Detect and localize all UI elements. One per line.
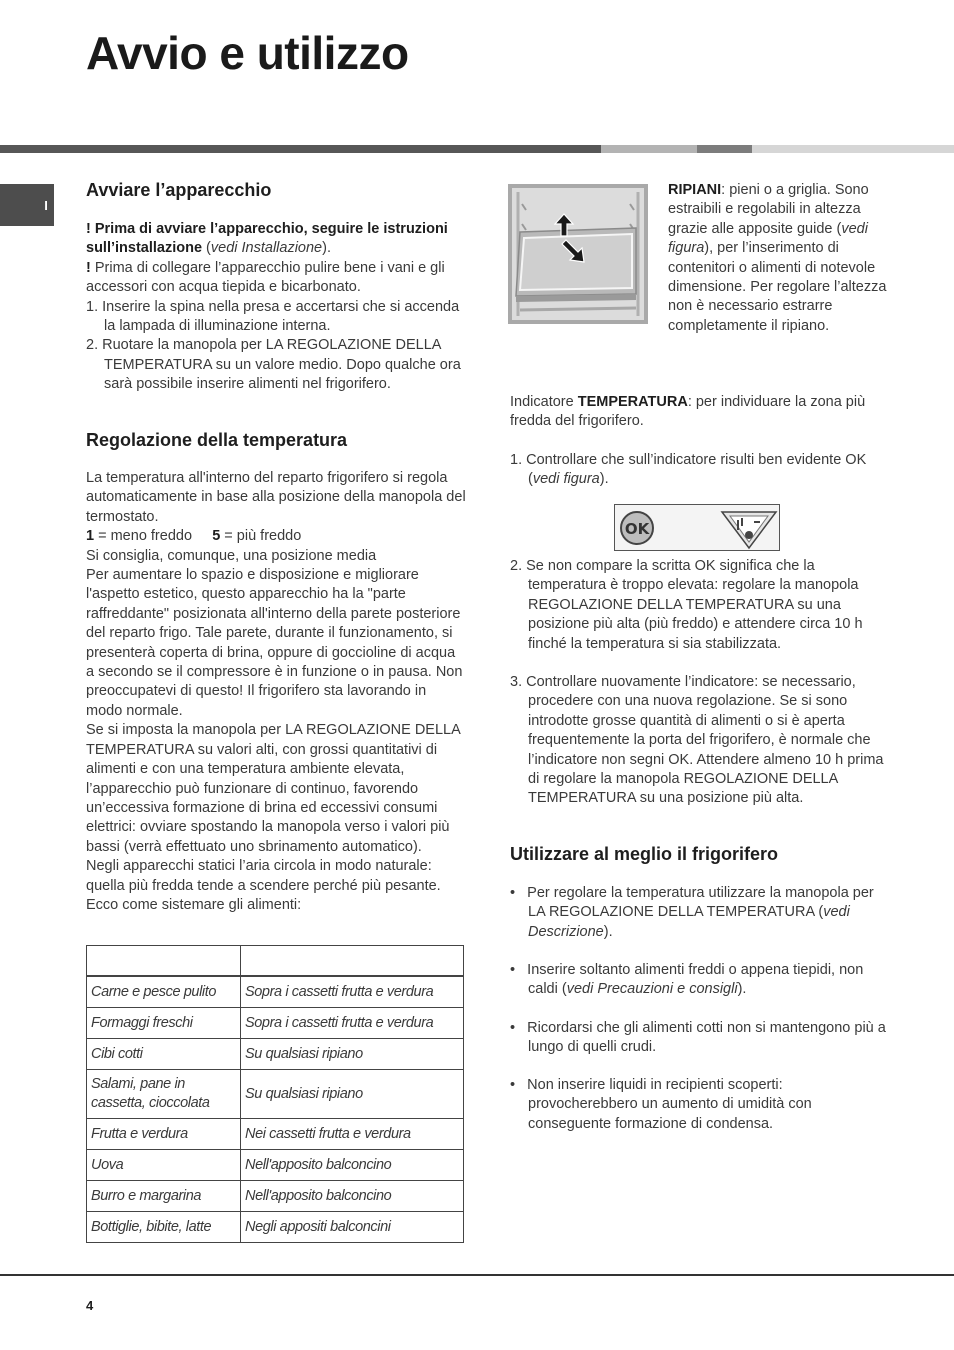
table-row [87, 1039, 464, 1070]
indicatore-intro: Indicatore TEMPERATURA: per individuare la zona più fredda del frigorifero. [510, 394, 866, 430]
warning-installazione: ! Prima di avviare l’apparecchio, seguire le istruzioni sull’installazione (vedi Installazione). [86, 221, 448, 257]
footer-divider [0, 1274, 954, 1276]
ref-descrizione-link[interactable]: vedi Descrizione [528, 904, 850, 940]
temperature-indicator-figure [614, 504, 780, 551]
table-cell-place: Su qualsiasi ripiano [241, 1039, 464, 1070]
table-row [87, 1008, 464, 1039]
warning-pulizia: ! Prima di collegare l’apparecchio pulire bene i vani e gli accessori con acqua tiepida e bicarbonato. [86, 259, 445, 296]
table-row [87, 1119, 464, 1150]
scale-legend: 1 = meno freddo 5 = più freddo [86, 528, 302, 545]
table-cell-place: Sopra i cassetti frutta e verdura [241, 976, 464, 1008]
utilizzare-bullet-4: • Non inserire liquidi in recipienti scoperti: provocherebbero un aumento di umidità con conseguente formazione di condensa. [510, 1077, 812, 1132]
table-cell-food: Carne e pesce pulito [87, 976, 241, 1008]
header-band-4 [752, 145, 954, 153]
table-cell-food: Frutta e verdura [87, 1119, 241, 1150]
page-title: Avvio e utilizzo [86, 27, 409, 79]
table-row [87, 1070, 464, 1119]
table-header-cell [87, 946, 241, 977]
table-row [87, 1212, 464, 1243]
section-avviare-body [86, 220, 466, 395]
para-parte-raffreddante: Per aumentare lo spazio e disposizione e migliorare l'aspetto estetico, questo apparecchio ha la "parte raffreddante" posizionata all'interno della parete posteriore del reparto frigo. Tale parete, durante il funzionamento, si presenterà coperta di brina, oppure di goccioline di acqua a secondo se il compressore è in funzione o in pausa. Non preoccupatevi di questo! Il frigorifero sta lavorando in modo normale. [86, 567, 463, 719]
indicatore-step-1: 1. Controllare che sull’indicatore risulti ben evidente OK (vedi figura). [510, 452, 867, 488]
table-cell-place: Sopra i cassetti frutta e verdura [241, 1008, 464, 1039]
section-regolazione-body [86, 469, 466, 915]
step-1: 1. Inserire la spina nella presa e accertarsi che si accenda la lampada di illuminazione interna. [86, 298, 460, 335]
indicatore-step-2: 2. Se non compare la scritta OK significa che la temperatura è troppo elevata: regolare la manopola REGOLAZIONE DELLA TEMPERATURA su una posizione più alta (più freddo) e attendere circa 10 h finché la temperatura si sia stabilizzata. [510, 558, 863, 652]
table-row [87, 976, 464, 1008]
header-band-2 [601, 145, 697, 153]
temperatura-label: TEMPERATURA [577, 394, 688, 410]
utilizzare-bullet-2: • Inserire soltanto alimenti freddi o appena tiepidi, non caldi (vedi Precauzioni e consigli). [510, 962, 864, 998]
section-title-avviare: Avviare l’apparecchio [86, 180, 272, 200]
ref-precauzioni-link[interactable]: vedi Precauzioni e consigli [566, 981, 738, 998]
step-2: 2. Ruotare la manopola per LA REGOLAZIONE DELLA TEMPERATURA su un valore medio. Dopo qualche ora sarà possibile inserire alimenti nel frigorifero. [86, 337, 461, 393]
table-cell-place: Negli appositi balconcini [241, 1212, 464, 1243]
section-title-utilizzare: Utilizzare al meglio il frigorifero [510, 844, 779, 864]
table-cell-food: Uova [87, 1150, 241, 1181]
ok-indicator-label: OK [624, 520, 650, 538]
table-header-cell [241, 946, 464, 977]
table-cell-place: Nell'apposito balconcino [241, 1181, 464, 1212]
ref-figura-link-2[interactable]: vedi figura [532, 471, 600, 488]
ripiani-paragraph: RIPIANI: pieni o a griglia. Sono estraibili e regolabili in altezza grazie alle apposite guide (vedi figura), per l’inserimento di contenitori o alimenti di notevole dimensione. Per regolare l’altezza non è necessario estrarre completamente il ripiano. [668, 182, 887, 334]
ref-installazione-link[interactable]: vedi Installazione [210, 240, 323, 257]
food-placement-table [86, 945, 464, 1243]
header-band-1 [0, 145, 601, 153]
table-row [87, 1150, 464, 1181]
table-cell-food: Burro e margarina [87, 1181, 241, 1212]
table-row [87, 1181, 464, 1212]
para-apparecchi-statici: Negli apparecchi statici l’aria circola in modo naturale: quella più fredda tende a scendere perché più pesante. Ecco come sistemare gli alimenti: [86, 858, 441, 913]
table-header-row [87, 946, 464, 977]
table-cell-food: Salami, pane in cassetta, cioccolata [87, 1070, 241, 1119]
utilizzare-bullet-1: • Per regolare la temperatura utilizzare la manopola per LA REGOLAZIONE DELLA TEMPERATURA (vedi Descrizione). [510, 885, 874, 940]
utilizzare-bullet-3: • Ricordarsi che gli alimenti cotti non si mantengono più a lungo di quelli crudi. [510, 1020, 886, 1056]
section-title-regolazione: Regolazione della temperatura [86, 430, 348, 450]
ripiani-label: RIPIANI [668, 182, 722, 198]
page-number: 4 [86, 1298, 94, 1313]
language-tab: I [0, 184, 54, 226]
header-band-3 [697, 145, 752, 153]
para-posizione-media: Si consiglia, comunque, una posizione media [86, 547, 377, 564]
para-valori-alti: Se si imposta la manopola per LA REGOLAZIONE DELLA TEMPERATURA su valori alti, con grossi quantitativi di alimenti e con una temperatura ambiente elevata, l’apparecchio può funzionare di continuo, favorendo un’eccessiva formazione di brina ed eccessivi consumi elettrici: ovviare spostando la manopola verso i valori più bassi (verrà effettuato uno sbrinamento automatico). [86, 722, 460, 855]
para-temperatura-intro: La temperatura all'interno del reparto frigorifero si regola automaticamente in base alla posizione della manopola del termostato. [86, 470, 466, 525]
table-cell-place: Nei cassetti frutta e verdura [241, 1119, 464, 1150]
table-cell-food: Cibi cotti [87, 1039, 241, 1070]
table-cell-food: Formaggi freschi [87, 1008, 241, 1039]
table-cell-place: Su qualsiasi ripiano [241, 1070, 464, 1119]
ref-figura-link[interactable]: vedi figura [668, 220, 868, 257]
table-cell-place: Nell'apposito balconcino [241, 1150, 464, 1181]
table-cell-food: Bottiglie, bibite, latte [87, 1212, 241, 1243]
indicatore-step-3: 3. Controllare nuovamente l’indicatore: se necessario, procedere con una nuova regolazione. Se si sono introdotte grosse quantità di alimenti o si è aperta frequentemente la porta del frigorifero, è normale che l’indicatore non segni OK. Attendere almeno 10 h prima di regolare la manopola REGOLAZIONE DELLA TEMPERATURA su una posizione più alta. [510, 674, 884, 807]
warning-bold: ! Prima di avviare l’apparecchio, seguire le istruzioni sull’installazione [86, 221, 448, 257]
